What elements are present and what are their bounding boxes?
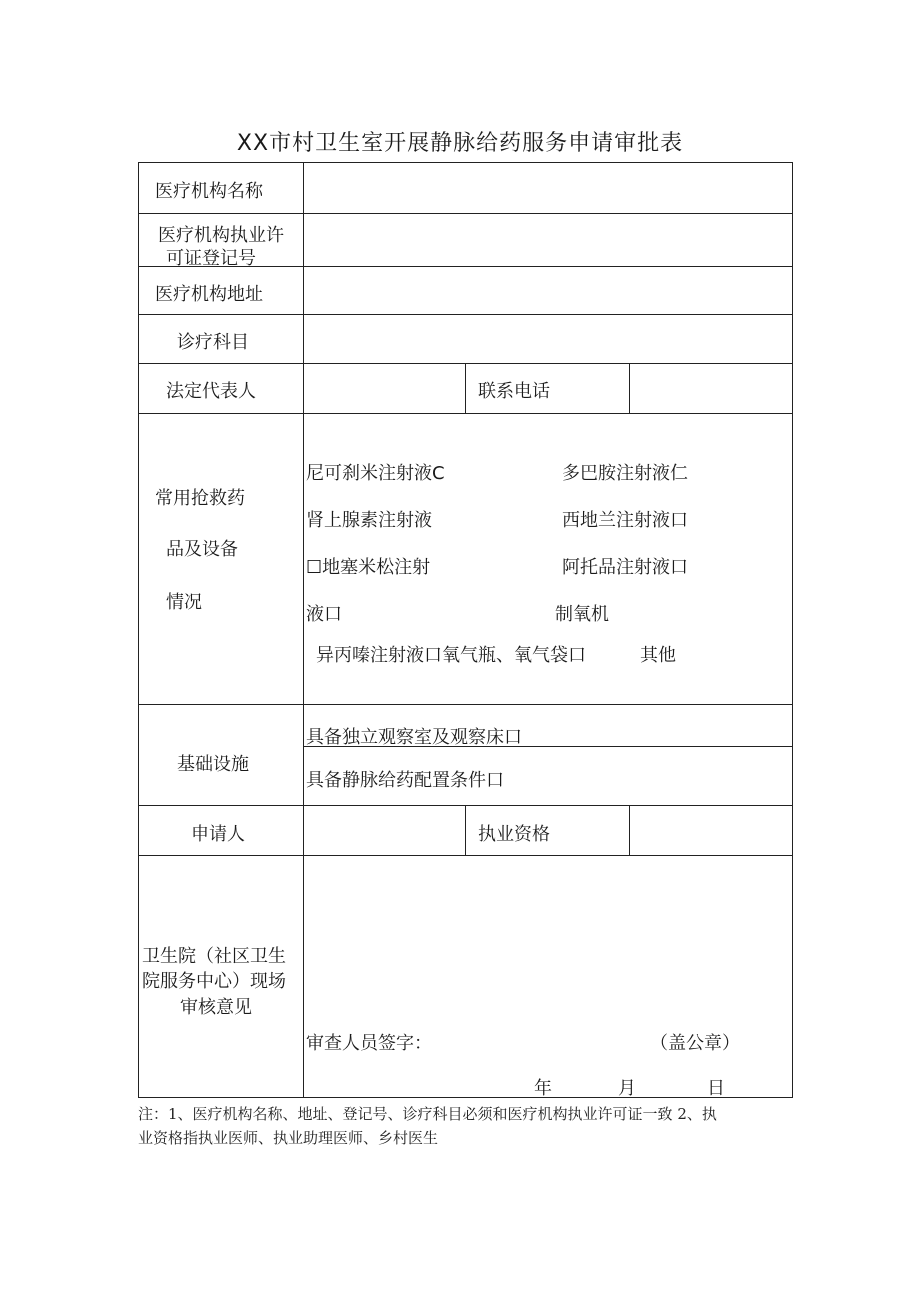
reviewer-signature-label: 审查人员签字： — [306, 1033, 432, 1054]
date-month-label: 月 — [618, 1078, 636, 1099]
review-label-line1: 卫生院（社区卫生 — [142, 946, 286, 967]
rescue-drugs-label-line2: 品及设备 — [166, 539, 238, 560]
column-divider — [629, 363, 630, 413]
address-label: 医疗机构地址 — [155, 284, 263, 305]
license-number-label-line2: 可证登记号 — [166, 248, 256, 269]
column-divider — [629, 805, 630, 855]
drug-item: 多巴胺注射液仁 — [562, 463, 688, 484]
drug-item: 阿托品注射液口 — [562, 557, 688, 578]
drug-item: 液口 — [306, 604, 342, 625]
column-divider — [465, 363, 466, 413]
facilities-label: 基础设施 — [177, 754, 249, 775]
page-title: XX市村卫生室开展静脉给药服务申请审批表 — [236, 131, 684, 156]
other-item: 其他 — [640, 645, 676, 666]
legal-representative-label: 法定代表人 — [166, 381, 256, 402]
drug-item: 肾上腺素注射液 — [306, 510, 432, 531]
departments-label: 诊疗科目 — [177, 332, 249, 353]
rescue-drugs-label-line3: 情况 — [166, 592, 202, 613]
row-divider — [138, 213, 793, 214]
review-label-line3: 审核意见 — [180, 997, 252, 1018]
row-divider — [138, 413, 793, 414]
institution-name-label: 医疗机构名称 — [155, 181, 263, 202]
equipment-item: 制氧机 — [555, 604, 609, 625]
phone-label: 联系电话 — [478, 381, 550, 402]
footnote-line1: 注：1、医疗机构名称、地址、登记号、诊疗科目必须和医疗机构执业许可证一致 2、执 — [138, 1105, 717, 1123]
drug-item: 尼可刹米注射液C — [306, 463, 445, 484]
drug-item: ☐地塞米松注射 — [306, 557, 431, 578]
row-divider — [138, 855, 793, 856]
facility-item: 具备静脉给药配置条件口 — [306, 770, 504, 791]
license-number-label-line1: 医疗机构执业许 — [158, 225, 284, 246]
drug-item: 异丙嗪注射液口氧气瓶、氧气袋口 — [316, 645, 586, 666]
official-seal-label: （盖公章） — [650, 1033, 740, 1054]
qualification-label: 执业资格 — [478, 824, 550, 845]
column-divider — [465, 805, 466, 855]
rescue-drugs-label-line1: 常用抢救药 — [155, 488, 245, 509]
row-divider — [138, 314, 793, 315]
date-day-label: 日 — [707, 1078, 725, 1099]
facility-item: 具备独立观察室及观察床口 — [306, 727, 522, 748]
date-year-label: 年 — [534, 1078, 552, 1099]
drug-item: 西地兰注射液口 — [562, 510, 688, 531]
row-divider — [138, 704, 793, 705]
column-divider — [303, 162, 304, 1098]
applicant-label: 申请人 — [191, 824, 245, 845]
footnote-line2: 业资格指执业医师、执业助理医师、乡村医生 — [138, 1129, 439, 1147]
review-label-line2: 院服务中心）现场 — [142, 971, 286, 992]
